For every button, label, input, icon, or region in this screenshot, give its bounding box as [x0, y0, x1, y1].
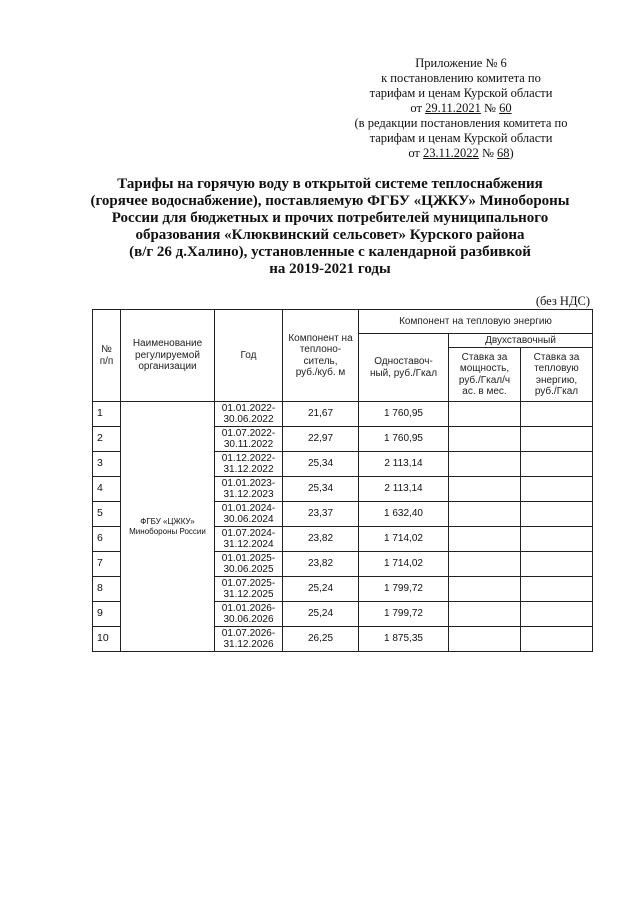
header-power: Ставка за мощность, руб./Гкал/ч ас. в мес. [449, 348, 521, 402]
header-num: № п/п [93, 310, 121, 402]
appendix-number: 60 [499, 101, 512, 115]
title-line: образования «Клюквинский сельсовет» Курского района [135, 227, 525, 243]
heat-rate-value [521, 627, 593, 652]
appendix-suffix: ) [509, 146, 514, 160]
appendix-line: к постановлению комитета по [381, 71, 541, 85]
power-rate-value [449, 402, 521, 427]
period-cell: 01.07.2026- 31.12.2026 [215, 627, 283, 652]
title-line: на 2019-2021 годы [269, 261, 391, 277]
appendix-line: тарифам и ценам Курской области [369, 86, 553, 100]
period-cell: 01.12.2022- 31.12.2022 [215, 452, 283, 477]
power-rate-value [449, 502, 521, 527]
power-rate-value [449, 552, 521, 577]
appendix-date-line [330, 101, 592, 116]
carrier-value: 23,82 [283, 527, 359, 552]
period-cell: 01.07.2022- 30.11.2022 [215, 427, 283, 452]
row-number: 1 [93, 402, 121, 427]
title-line: России для бюджетных и прочих потребителей муниципального [111, 210, 549, 226]
carrier-value: 23,37 [283, 502, 359, 527]
header-carrier: Компонент на теплоно- ситель, руб./куб. м [283, 310, 359, 402]
heat-rate-value [521, 477, 593, 502]
period-cell: 01.01.2022- 30.06.2022 [215, 402, 283, 427]
appendix-no-label: № [478, 146, 497, 160]
appendix-number: 68 [497, 146, 510, 160]
power-rate-value [449, 602, 521, 627]
power-rate-value [449, 577, 521, 602]
period-cell: 01.07.2024- 31.12.2024 [215, 527, 283, 552]
title-line: (горячее водоснабжение), поставляемую ФГБУ «ЦЖКУ» Минобороны [90, 193, 570, 209]
row-number: 4 [93, 477, 121, 502]
single-rate-value: 1 632,40 [359, 502, 449, 527]
table-row [93, 402, 593, 427]
header-org: Наименование регулируемой организации [121, 310, 215, 402]
row-number: 2 [93, 427, 121, 452]
heat-rate-value [521, 427, 593, 452]
single-rate-value: 2 113,14 [359, 452, 449, 477]
appendix-prefix: от [408, 146, 424, 160]
carrier-value: 25,24 [283, 602, 359, 627]
title-line: (в/г 26 д.Халино), установленные с календарной разбивкой [129, 244, 531, 260]
heat-rate-value [521, 602, 593, 627]
appendix-line: (в редакции постановления комитета по [354, 116, 568, 130]
tariff-table [92, 309, 593, 652]
single-rate-value: 1 714,02 [359, 552, 449, 577]
power-rate-value [449, 477, 521, 502]
carrier-value: 23,82 [283, 552, 359, 577]
row-number: 8 [93, 577, 121, 602]
row-number: 9 [93, 602, 121, 627]
vat-note: (без НДС) [535, 294, 590, 308]
header-double: Двухставочный [449, 334, 593, 348]
header-single: Одноставоч- ный, руб./Гкал [359, 334, 449, 402]
row-number: 10 [93, 627, 121, 652]
heat-rate-value [521, 502, 593, 527]
carrier-value: 21,67 [283, 402, 359, 427]
document-title [70, 176, 590, 278]
power-rate-value [449, 452, 521, 477]
heat-rate-value [521, 402, 593, 427]
row-number: 6 [93, 527, 121, 552]
single-rate-value: 1 799,72 [359, 602, 449, 627]
single-rate-value: 1 760,95 [359, 402, 449, 427]
appendix-no-label: № [480, 101, 500, 115]
appendix-block [330, 56, 592, 161]
appendix-date: 23.11.2022 [423, 146, 479, 160]
single-rate-value: 1 875,35 [359, 627, 449, 652]
period-cell: 01.01.2025- 30.06.2025 [215, 552, 283, 577]
carrier-value: 25,34 [283, 452, 359, 477]
appendix-prefix: от [410, 101, 426, 115]
period-cell: 01.01.2026- 30.06.2026 [215, 602, 283, 627]
period-cell: 01.01.2024- 30.06.2024 [215, 502, 283, 527]
single-rate-value: 2 113,14 [359, 477, 449, 502]
carrier-value: 25,34 [283, 477, 359, 502]
carrier-value: 25,24 [283, 577, 359, 602]
power-rate-value [449, 527, 521, 552]
header-energy: Компонент на тепловую энергию [359, 310, 593, 334]
org-name: ФГБУ «ЦЖКУ» Минобороны России [121, 402, 215, 652]
power-rate-value [449, 427, 521, 452]
appendix-line: тарифам и ценам Курской области [369, 131, 553, 145]
header-year: Год [215, 310, 283, 402]
row-number: 3 [93, 452, 121, 477]
header-heat: Ставка за тепловую энергию, руб./Гкал [521, 348, 593, 402]
single-rate-value: 1 714,02 [359, 527, 449, 552]
appendix-date-line [330, 146, 592, 161]
appendix-date: 29.11.2021 [425, 101, 481, 115]
single-rate-value: 1 760,95 [359, 427, 449, 452]
appendix-line: Приложение № 6 [415, 56, 507, 70]
single-rate-value: 1 799,72 [359, 577, 449, 602]
carrier-value: 22,97 [283, 427, 359, 452]
heat-rate-value [521, 552, 593, 577]
title-line: Тарифы на горячую воду в открытой системе теплоснабжения [117, 176, 543, 192]
row-number: 5 [93, 502, 121, 527]
heat-rate-value [521, 577, 593, 602]
heat-rate-value [521, 527, 593, 552]
carrier-value: 26,25 [283, 627, 359, 652]
period-cell: 01.01.2023- 31.12.2023 [215, 477, 283, 502]
row-number: 7 [93, 552, 121, 577]
heat-rate-value [521, 452, 593, 477]
period-cell: 01.07.2025- 31.12.2025 [215, 577, 283, 602]
power-rate-value [449, 627, 521, 652]
